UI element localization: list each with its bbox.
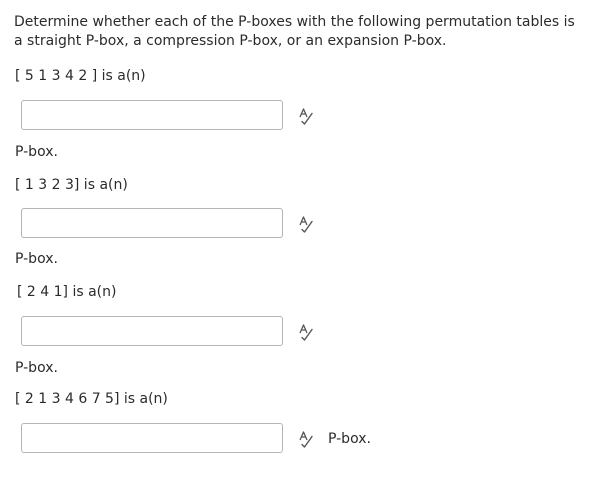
item-2-suffix: P-box. (15, 251, 58, 267)
question-text: Determine whether each of the P-boxes with the following permutation tables is a straight P-box, a compression P-box, or an expansion P-box. (14, 14, 575, 49)
item-2-prompt: [ 1 3 2 3] is a(n) (15, 177, 128, 193)
item-3-suffix: P-box. (15, 360, 58, 376)
item-3-answer-input[interactable] (21, 316, 283, 346)
item-2-answer-input[interactable] (21, 208, 283, 238)
spell-check-icon[interactable] (298, 323, 314, 341)
spell-check-icon[interactable] (298, 215, 314, 233)
spell-check-icon[interactable] (298, 107, 314, 125)
item-4-suffix: P-box. (328, 431, 371, 447)
item-3-prompt: [ 2 4 1] is a(n) (17, 284, 117, 300)
item-4-answer-input[interactable] (21, 423, 283, 453)
item-1-prompt: [ 5 1 3 4 2 ] is a(n) (15, 68, 146, 84)
item-4-prompt: [ 2 1 3 4 6 7 5] is a(n) (15, 391, 168, 407)
item-1-suffix: P-box. (15, 144, 58, 160)
item-1-answer-input[interactable] (21, 100, 283, 130)
spell-check-icon[interactable] (298, 430, 314, 448)
